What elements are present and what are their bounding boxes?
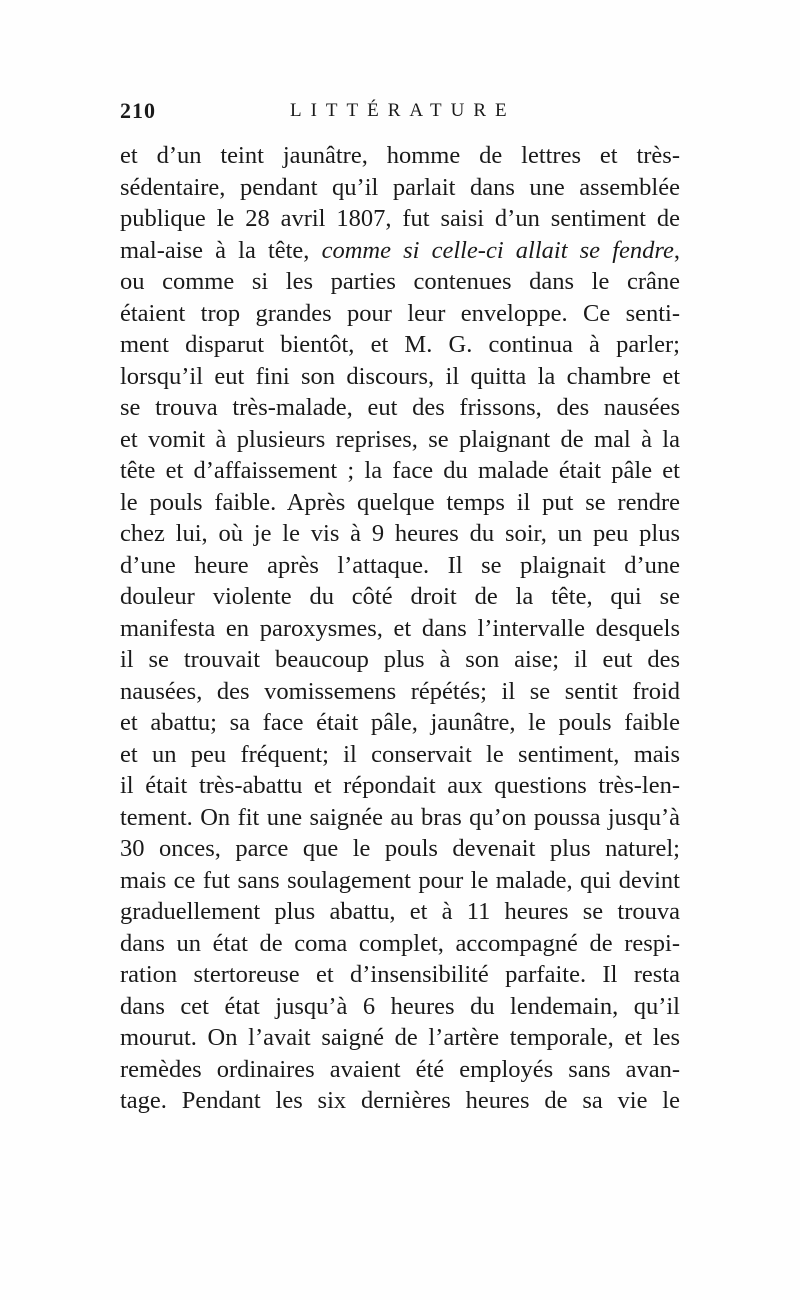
text-line [120, 613, 680, 645]
text-line [120, 991, 680, 1023]
text-line [120, 203, 680, 235]
text-line [120, 676, 680, 708]
text-line [120, 172, 680, 204]
text-segment: remèdes ordinaires avaient été employés sans avan- [120, 1055, 680, 1083]
text-segment: tête et d’affaissement ; la face du malade était pâle et [120, 457, 680, 484]
text-line [120, 1085, 680, 1117]
text-line [120, 392, 680, 424]
text-line [120, 487, 680, 519]
text-line [120, 298, 680, 330]
page-number: 210 [120, 98, 156, 123]
text-segment: et d’un teint jaunâtre, homme de lettres et très- [120, 142, 680, 169]
text-segment: le pouls faible. Après quelque temps il put se rendre [120, 488, 680, 516]
italic-phrase: comme si celle-ci allait se fendre [321, 236, 674, 264]
text-segment: il se trouvait beaucoup plus à son aise; il eut des [120, 646, 680, 673]
text-line [120, 235, 680, 267]
text-line [120, 770, 680, 802]
body-text [120, 140, 680, 1117]
text-segment: étaient trop grandes pour leur enveloppe. Ce senti- [120, 299, 680, 327]
text-segment: ration stertoreuse et d’insensibilité parfaite. Il resta [120, 961, 680, 988]
text-segment: graduellement plus abattu, et à 11 heures se trouva [120, 898, 680, 925]
text-line [120, 550, 680, 582]
text-segment: et vomit à plusieurs reprises, se plaignant de mal à la [120, 425, 680, 453]
text-segment: douleur violente du côté droit de la tête, qui se [120, 583, 680, 610]
text-line [120, 739, 680, 771]
text-line [120, 424, 680, 456]
text-segment: lorsqu’il eut fini son discours, il quitta la chambre et [120, 362, 680, 390]
running-title: LITTÉRATURE [290, 100, 516, 121]
text-segment: , [673, 236, 680, 264]
text-line [120, 802, 680, 834]
text-line [120, 928, 680, 960]
text-line [120, 865, 680, 897]
text-line [120, 959, 680, 991]
text-line [120, 455, 680, 487]
text-line [120, 361, 680, 393]
text-line [120, 266, 680, 298]
text-line [120, 644, 680, 676]
text-segment: manifesta en paroxysmes, et dans l’intervalle desquels [120, 614, 680, 642]
text-segment: mais ce fut sans soulagement pour le malade, qui devint [120, 866, 680, 894]
text-line [120, 1022, 680, 1054]
text-line [120, 140, 680, 172]
text-segment: et abattu; sa face était pâle, jaunâtre, le pouls faible [120, 709, 680, 736]
page-header [120, 98, 680, 130]
text-segment: tement. On fit une saignée au bras qu’on poussa jusqu’à [120, 803, 680, 831]
text-segment: sédentaire, pendant qu’il parlait dans une assemblée [120, 173, 680, 201]
text-line [120, 833, 680, 865]
text-segment: publique le 28 avril 1807, fut saisi d’un sentiment de [120, 205, 680, 232]
text-line [120, 329, 680, 361]
text-line [120, 518, 680, 550]
text-segment: mal-aise à la tête, [120, 236, 322, 264]
text-line [120, 896, 680, 928]
text-segment: nausées, des vomissemens répétés; il se sentit froid [120, 677, 680, 705]
text-line [120, 581, 680, 613]
text-segment: dans cet état jusqu’à 6 heures du lendemain, qu’il [120, 992, 680, 1020]
text-segment: tage. Pendant les six dernières heures de sa vie le [120, 1087, 680, 1114]
text-segment: ment disparut bientôt, et M. G. continua à parler; [120, 331, 680, 358]
text-segment: et un peu fréquent; il conservait le sentiment, mais [120, 740, 680, 768]
text-line [120, 1054, 680, 1086]
text-segment: il était très-abattu et répondait aux questions très-len- [120, 772, 680, 799]
text-segment: ou comme si les parties contenues dans le crâne [120, 268, 680, 295]
text-segment: 30 onces, parce que le pouls devenait plus naturel; [120, 835, 680, 862]
text-segment: se trouva très-malade, eut des frissons, des nausées [120, 394, 680, 421]
text-segment: d’une heure après l’attaque. Il se plaignait d’une [120, 551, 680, 579]
text-segment: mourut. On l’avait saigné de l’artère temporale, et les [120, 1024, 680, 1051]
text-segment: dans un état de coma complet, accompagné de respi- [120, 929, 680, 957]
text-line [120, 707, 680, 739]
text-segment: chez lui, où je le vis à 9 heures du soir, un peu plus [120, 520, 680, 547]
